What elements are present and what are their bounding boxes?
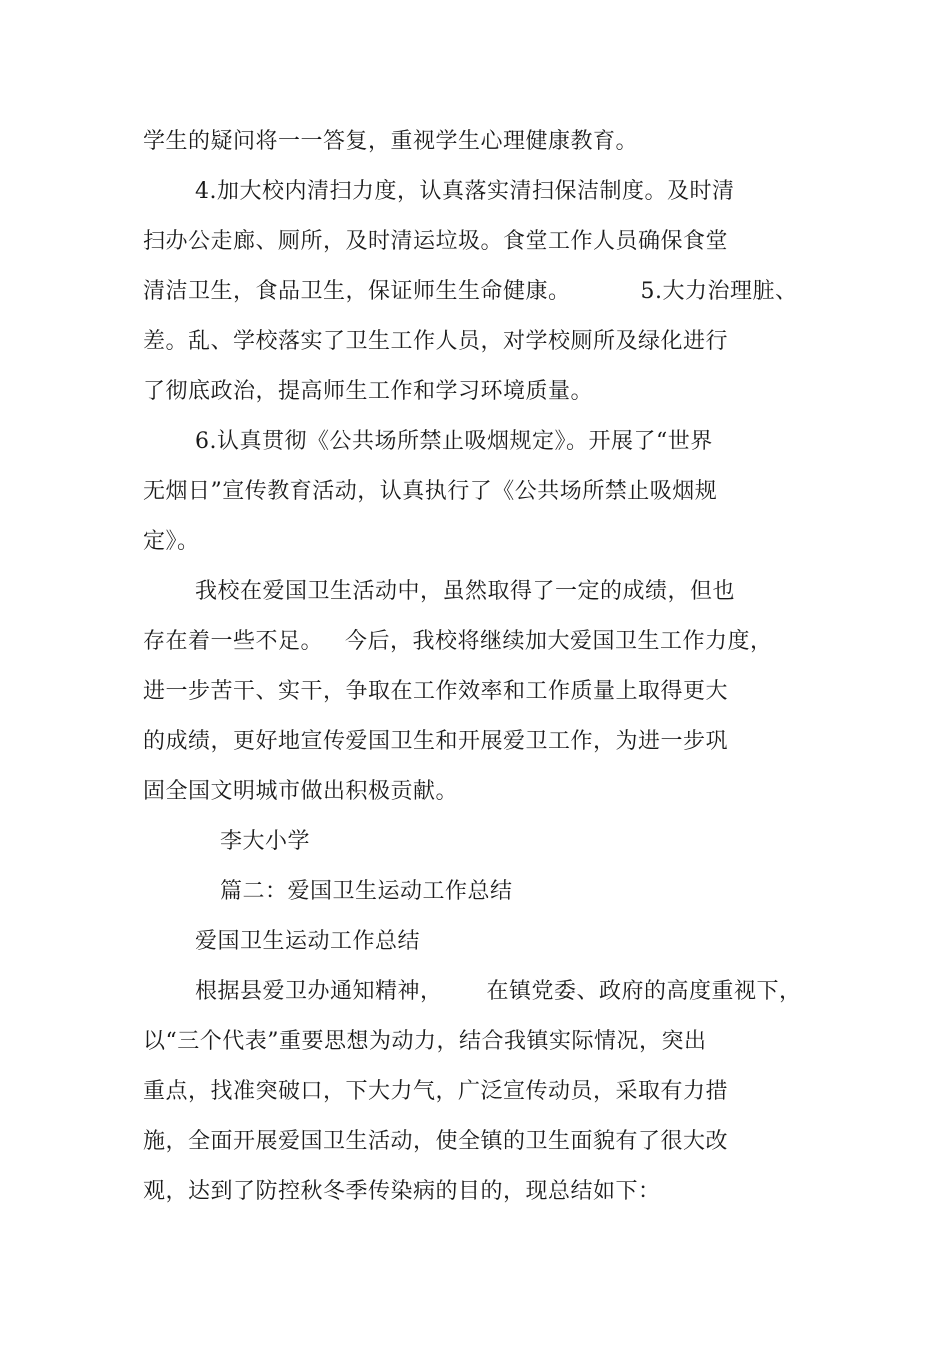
text-segment: 6.认真贯彻《公共场所禁止吸烟规定》。开展了“世界 [195,429,713,454]
text-segment: 定》。 [143,529,200,554]
text-segment: 5.大力治理脏、 [640,279,798,304]
text-line [143,778,458,806]
text-line [143,1128,728,1156]
text-segment: 固全国文明城市做出积极贡献。 [143,779,459,804]
text-segment: 清洁卫生，食品卫生，保证师生生命健康。 [143,279,571,304]
text-line [143,528,200,556]
text-segment: 李大小学 [220,829,311,854]
text-line [195,978,802,1006]
text-segment: 了彻底政治，提高师生工作和学习环境质量。 [143,379,594,404]
text-line [143,328,728,356]
text-line [143,478,717,506]
text-line [143,1178,661,1206]
text-line [143,228,728,256]
text-line [143,1028,707,1056]
text-segment: 今后，我校将继续加大爱国卫生工作力度， [345,629,773,654]
text-line [195,178,735,206]
text-line [143,728,728,756]
text-line [195,578,735,606]
text-segment: 扫办公走廊、厕所，及时清运垃圾。食堂工作人员确保食堂 [143,229,729,254]
signature-school [220,828,310,856]
text-line [143,278,798,306]
section-heading [220,878,513,906]
text-segment: 进一步苦干、实干，争取在工作效率和工作质量上取得更大 [143,679,729,704]
text-line [143,678,728,706]
text-segment: 差。乱、学校落实了卫生工作人员，对学校厕所及绿化进行 [143,329,729,354]
text-line [143,128,638,156]
text-segment: 以“三个代表”重要思想为动力，结合我镇实际情况，突出 [143,1029,707,1054]
text-line [195,428,713,456]
text-segment: 篇二：爱国卫生运动工作总结 [220,879,513,904]
text-segment: 的成绩，更好地宣传爱国卫生和开展爱卫工作，为进一步巩 [143,729,729,754]
text-segment: 重点，找准突破口，下大力气，广泛宣传动员，采取有力措 [143,1079,729,1104]
text-segment: 4.加大校内清扫力度，认真落实清扫保洁制度。及时清 [195,179,735,204]
text-segment: 爱国卫生运动工作总结 [195,929,421,954]
text-line [143,1078,728,1106]
text-segment: 在镇党委、政府的高度重视下， [486,979,802,1004]
text-segment: 学生的疑问将一一答复，重视学生心理健康教育。 [143,129,639,154]
text-segment: 我校在爱国卫生活动中，虽然取得了一定的成绩，但也 [195,579,736,604]
text-line [143,378,593,406]
text-segment: 观，达到了防控秋冬季传染病的目的，现总结如下： [143,1179,661,1204]
text-segment: 无烟日”宣传教育活动，认真执行了《公共场所禁止吸烟规 [143,479,718,504]
text-segment: 存在着一些不足。 [143,629,324,654]
text-line [143,628,773,656]
text-segment: 根据县爱卫办通知精神， [195,979,443,1004]
text-segment: 施，全面开展爱国卫生活动，使全镇的卫生面貌有了很大改 [143,1129,729,1154]
section-title [195,928,420,956]
